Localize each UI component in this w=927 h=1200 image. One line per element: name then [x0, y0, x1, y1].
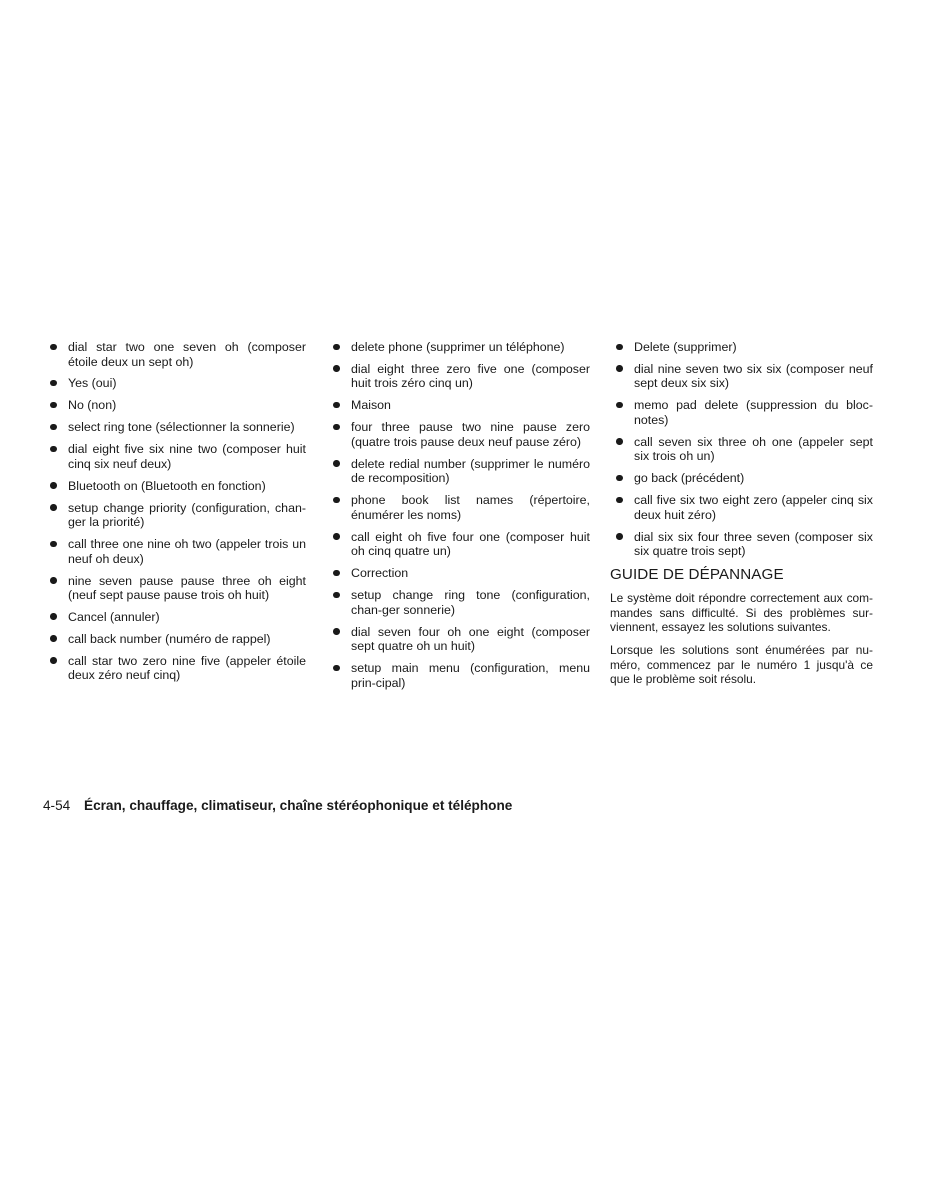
- list-item: [614, 493, 873, 522]
- list-item: [48, 501, 306, 530]
- list-item: [614, 362, 873, 391]
- list-item: [48, 398, 306, 413]
- list-item-text: delete phone (supprimer un téléphone): [351, 340, 565, 354]
- list-item-text: nine seven pause pause three oh eight (neuf sept pause pause trois oh huit): [68, 573, 306, 603]
- bullet-icon: [616, 402, 623, 409]
- list-item-text: memo pad delete (suppression du bloc-notes): [634, 398, 873, 427]
- bullet-icon: [50, 402, 57, 409]
- list-item-text: setup change ring tone (configuration, chan-ger sonnerie): [351, 588, 590, 617]
- section-heading: GUIDE DE DÉPANNAGE: [610, 566, 784, 584]
- bullet-icon: [50, 504, 57, 511]
- list-item: [331, 362, 590, 391]
- list-item-text: dial eight five six nine two (composer huit cinq six neuf deux): [68, 442, 306, 471]
- list-item: [614, 340, 873, 355]
- bullet-icon: [50, 344, 57, 351]
- list-item-text: four three pause two nine pause zero (quatre trois pause deux neuf pause zéro): [351, 420, 590, 449]
- list-item-text: phone book list names (répertoire, énumérer les noms): [351, 493, 590, 522]
- list-item: [48, 654, 306, 683]
- list-item-text: go back (précédent): [634, 471, 745, 486]
- list-item: [331, 420, 590, 449]
- command-list: [48, 340, 306, 683]
- list-item: [48, 340, 306, 369]
- bullet-icon: [333, 460, 340, 467]
- list-item: [614, 398, 873, 427]
- bullet-icon: [333, 628, 340, 635]
- list-item-text: Maison: [351, 398, 391, 413]
- list-item: [331, 457, 590, 486]
- list-item-text: setup change priority (configuration, chan-ger la priorité): [68, 500, 306, 530]
- column-right: [610, 340, 873, 695]
- list-item: [331, 493, 590, 522]
- list-item-text: Correction: [351, 566, 409, 581]
- bullet-icon: [333, 665, 340, 672]
- list-item-text: dial seven four oh one eight (composer sept quatre oh un huit): [351, 624, 590, 654]
- list-item-text: Delete (supprimer): [634, 340, 737, 354]
- list-item-text: call three one nine oh two (appeler trois un neuf oh deux): [68, 537, 306, 566]
- bullet-icon: [50, 613, 57, 620]
- list-item-text: setup main menu (configuration, menu prin-cipal): [351, 661, 590, 690]
- list-item: [48, 537, 306, 566]
- bullet-icon: [333, 570, 340, 577]
- bullet-icon: [50, 424, 57, 431]
- bullet-icon: [50, 635, 57, 642]
- bullet-icon: [50, 577, 57, 584]
- list-item-text: Bluetooth on (Bluetooth en fonction): [68, 478, 266, 493]
- page-footer: [43, 798, 512, 813]
- bullet-icon: [616, 344, 623, 351]
- bullet-icon: [333, 344, 340, 351]
- list-item-text: select ring tone (sélectionner la sonnerie): [68, 420, 295, 435]
- list-item-text: call star two zero nine five (appeler étoile deux zéro neuf cinq): [68, 653, 306, 683]
- list-item: [331, 566, 590, 581]
- list-item-text: dial six six four three seven (composer six six quatre trois sept): [634, 529, 873, 559]
- list-item-text: dial star two one seven oh (composer étoile deux un sept oh): [68, 340, 306, 369]
- list-item-text: call back number (numéro de rappel): [68, 631, 271, 646]
- paragraph: Le système doit répondre correctement aux com-mandes sans difficulté. Si des problèmes sur-viennent, essayez les solutions suivantes.: [610, 591, 873, 635]
- list-item: [48, 574, 306, 603]
- bullet-icon: [333, 424, 340, 431]
- list-item-text: call seven six three oh one (appeler sept six trois oh un): [634, 434, 873, 464]
- list-item: [614, 471, 873, 486]
- list-item-text: No (non): [68, 398, 117, 413]
- command-list: [331, 340, 590, 690]
- bullet-icon: [616, 438, 623, 445]
- list-item: [48, 376, 306, 391]
- list-item: [48, 610, 306, 625]
- bullet-icon: [50, 657, 57, 664]
- bullet-icon: [333, 533, 340, 540]
- bullet-icon: [333, 592, 340, 599]
- list-item-text: Yes (oui): [68, 376, 117, 391]
- bullet-icon: [50, 380, 57, 387]
- list-item: [331, 661, 590, 690]
- list-item: [331, 530, 590, 559]
- list-item-text: dial nine seven two six six (composer neuf sept deux six six): [634, 361, 873, 391]
- bullet-icon: [616, 533, 623, 540]
- column-left: [48, 340, 306, 690]
- bullet-icon: [616, 497, 623, 504]
- list-item-text: call five six two eight zero (appeler cinq six deux huit zéro): [634, 493, 873, 522]
- bullet-icon: [50, 446, 57, 453]
- list-item-text: Cancel (annuler): [68, 609, 160, 624]
- command-list: [614, 340, 873, 559]
- paragraph: Lorsque les solutions sont énumérées par nu-méro, commencez par le numéro 1 jusqu'à ce que le problème soit résolu.: [610, 642, 873, 687]
- list-item: [331, 625, 590, 654]
- list-item-text: call eight oh five four one (composer huit oh cinq quatre un): [351, 529, 590, 559]
- bullet-icon: [333, 402, 340, 409]
- list-item: [48, 420, 306, 435]
- bullet-icon: [50, 482, 57, 489]
- column-middle: [331, 340, 590, 698]
- list-item-text: delete redial number (supprimer le numéro de recomposition): [351, 456, 590, 486]
- list-item: [331, 588, 590, 617]
- bullet-icon: [333, 365, 340, 372]
- list-item: [331, 340, 590, 355]
- bullet-icon: [616, 475, 623, 482]
- list-item: [48, 479, 306, 494]
- list-item-text: dial eight three zero five one (composer huit trois zéro cinq un): [351, 361, 590, 391]
- bullet-icon: [333, 497, 340, 504]
- list-item: [614, 530, 873, 559]
- bullet-icon: [616, 365, 623, 372]
- footer-title: Écran, chauffage, climatiseur, chaîne stéréophonique et téléphone: [84, 798, 513, 813]
- list-item: [48, 632, 306, 647]
- list-item: [614, 435, 873, 464]
- bullet-icon: [50, 541, 57, 548]
- page-number: 4-54: [43, 798, 71, 813]
- list-item: [48, 442, 306, 471]
- list-item: [331, 398, 590, 413]
